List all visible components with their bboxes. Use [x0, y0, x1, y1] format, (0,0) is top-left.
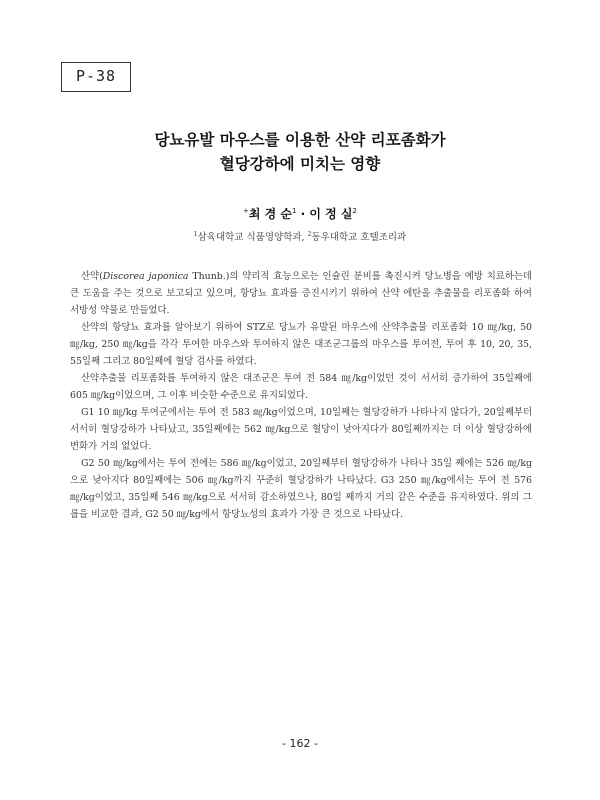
- paragraph-1-rest: Thunb.)의 약리적 효능으로는 인슐린 분비를 촉진시켜 당뇨병을 예방 치료하는데 큰 도움을 주는 것으로 보고되고 있으며, 항당뇨 효과를 증진시키기 위하여 산약 에탄올 추출물을 리포좀화 하여 서방성 약물로 만들었다.: [70, 271, 532, 316]
- author-2-affiliation-mark: 2: [352, 207, 357, 215]
- affiliation-2-mark: 2: [307, 230, 312, 238]
- paragraph-4: G1 10 ㎎/kg 투여군에서는 투여 전 583 ㎎/kg이었으며, 10일째는 혈당강하가 나타나지 않다가, 20일째부터 서서히 혈당강하가 나타났고, 35일째에는 562 ㎎/kg으로 혈당이 낮아지다가 80일째까지는 더 이상 혈당강하에 변화가 거의 없었다.: [70, 407, 532, 452]
- author-list: [0, 205, 600, 222]
- author-separator: ·: [296, 207, 310, 221]
- author-1: 최 경 순: [248, 207, 292, 221]
- species-name: Discorea japonica: [102, 271, 189, 282]
- affiliations: [0, 229, 600, 243]
- page-number: - 162 -: [282, 737, 318, 750]
- affiliation-2: 동우대학교 호텔조리과: [311, 232, 407, 243]
- title-line-1: 당뇨유발 마우스를 이용한 산약 리포좀화가: [154, 131, 446, 149]
- paragraph-1-lead: 산약(: [81, 271, 103, 282]
- paragraph-5: G2 50 ㎎/kg에서는 투여 전에는 586 ㎎/kg이었고, 20일째부터 혈당강하가 나타나 35일 째에는 526 ㎎/kg으로 낮아지다 80일째에는 506 ㎎/kg까지 꾸준히 혈당강하가 나타났다. G3 250 ㎎/kg에서는 투여 전 576 ㎎/kg이었고, 35일째 546 ㎎/kg으로 서서히 감소하였으나, 80일 째까지 거의 같은 수준을 유지하였다. 위의 그룹을 비교한 결과, G2 50 ㎎/kg에서 항당뇨성의 효과가 가장 큰 것으로 나타났다.: [70, 458, 532, 520]
- title-line-2: 혈당강하에 미치는 영향: [219, 155, 381, 173]
- corresponding-author-marker: +: [242, 207, 249, 215]
- poster-number-label: P-38: [61, 62, 131, 92]
- paragraph-1: [70, 268, 532, 319]
- abstract-body: [70, 268, 532, 523]
- affiliation-1-mark: 1: [193, 230, 198, 238]
- author-1-affiliation-mark: 1: [292, 207, 297, 215]
- paper-title: [60, 128, 540, 176]
- affiliation-1: 삼육대학교 식품영양학과,: [197, 232, 308, 243]
- paragraph-2: 산약의 항당뇨 효과를 알아보기 위하여 STZ로 당뇨가 유발된 마우스에 산약추출물 리포좀화 10 ㎎/kg, 50 ㎎/kg, 250 ㎎/kg을 각각 투여한 마우스와 투여하지 않은 대조군그룹의 마우스를 투여전, 투여 후 10, 20, 35, 55일째 그리고 80일째에 혈당 검사를 하였다.: [70, 322, 532, 367]
- paragraph-3: 산약추출물 리포좀화를 투여하지 않은 대조군은 투여 전 584 ㎎/kg이었던 것이 서서히 증가하여 35일째에 605 ㎎/kg이었으며, 그 이후 비슷한 수준으로 유지되었다.: [70, 373, 532, 401]
- author-2: 이 정 실: [309, 207, 353, 221]
